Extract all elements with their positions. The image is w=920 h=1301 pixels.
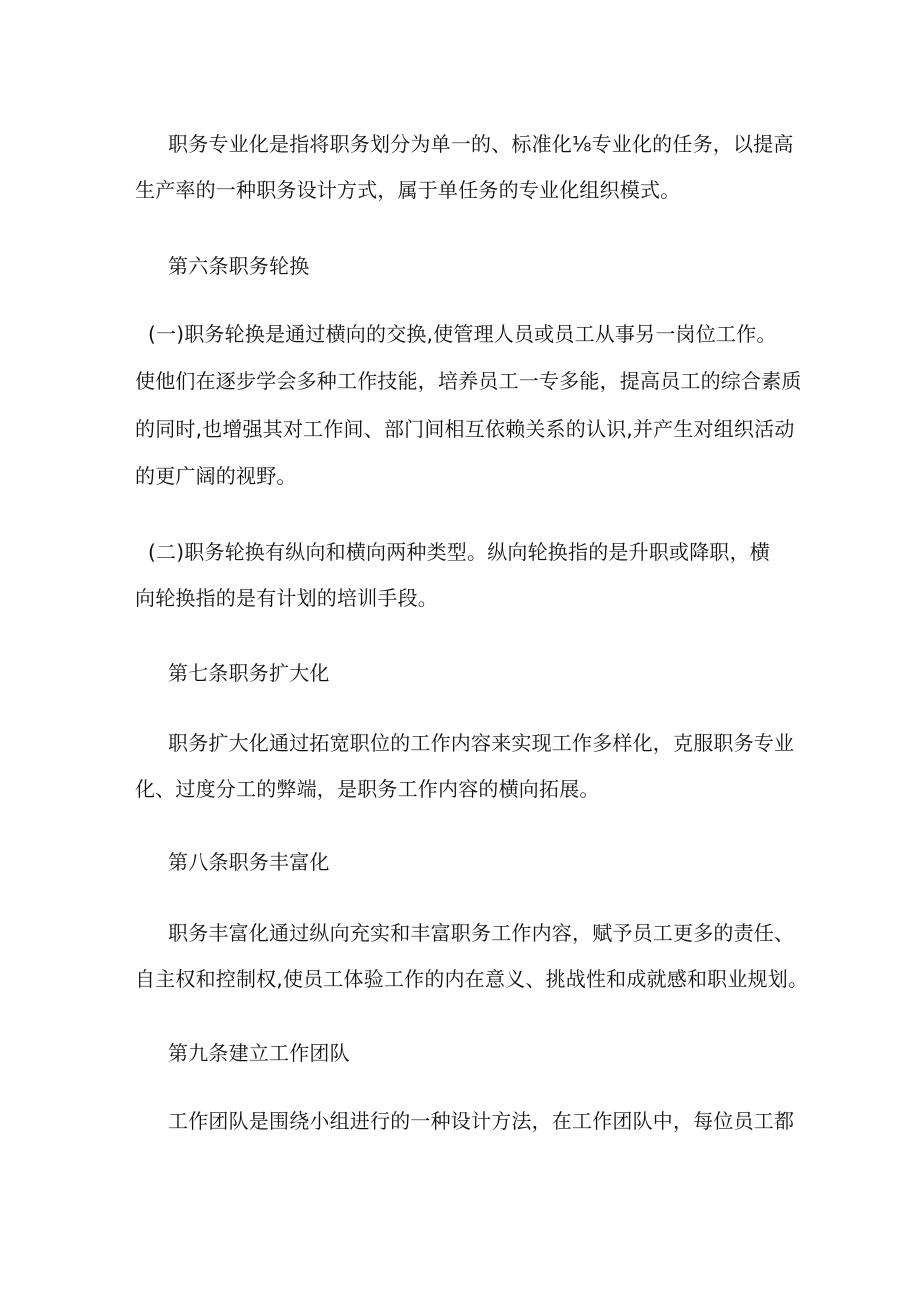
- section-heading: 第九条建立工作团队: [168, 1041, 350, 1065]
- paragraph-line: 化、过度分工的弊端，是职务工作内容的横向拓展。: [135, 777, 600, 801]
- paragraph-line: 职务专业化是指将职务划分为单一的、标准化⅛专业化的任务，以提高: [168, 132, 794, 156]
- paragraph-line: 使他们在逐步学会多种工作技能，培养员工一专多能，提高员工的综合素质: [135, 369, 802, 393]
- paragraph-line: (一)职务轮换是通过横向的交换,使管理人员或员工从事另一岗位工作。: [148, 322, 777, 346]
- section-heading: 第六条职务轮换: [168, 254, 310, 278]
- paragraph-line: 的同时,也增强其对工作间、部门间相互依赖关系的认识,并产生对组织活动: [135, 417, 795, 441]
- paragraph-line: (二)职务轮换有纵向和横向两种类型。纵向轮换指的是升职或降职，横: [148, 540, 771, 564]
- paragraph-line: 向轮换指的是有计划的培训手段。: [135, 586, 438, 610]
- paragraph-line: 的更广阔的视野。: [135, 464, 297, 488]
- section-heading: 第八条职务丰富化: [168, 850, 330, 874]
- paragraph-line: 职务丰富化通过纵向充实和丰富职务工作内容，赋予员工更多的责任、: [168, 921, 795, 945]
- paragraph-line: 职务扩大化通过拓宽职位的工作内容来实现工作多样化，克服职务专业: [168, 731, 795, 755]
- paragraph-line: 工作团队是围绕小组进行的一种设计方法，在工作团队中，每位员工都: [168, 1109, 795, 1133]
- section-heading: 第七条职务扩大化: [168, 661, 330, 685]
- paragraph-line: 生产率的一种职务设计方式，属于单任务的专业化组织模式。: [135, 178, 681, 202]
- paragraph-line: 自主权和控制权,使员工体验工作的内在意义、挑战性和成就感和职业规划。: [135, 967, 809, 991]
